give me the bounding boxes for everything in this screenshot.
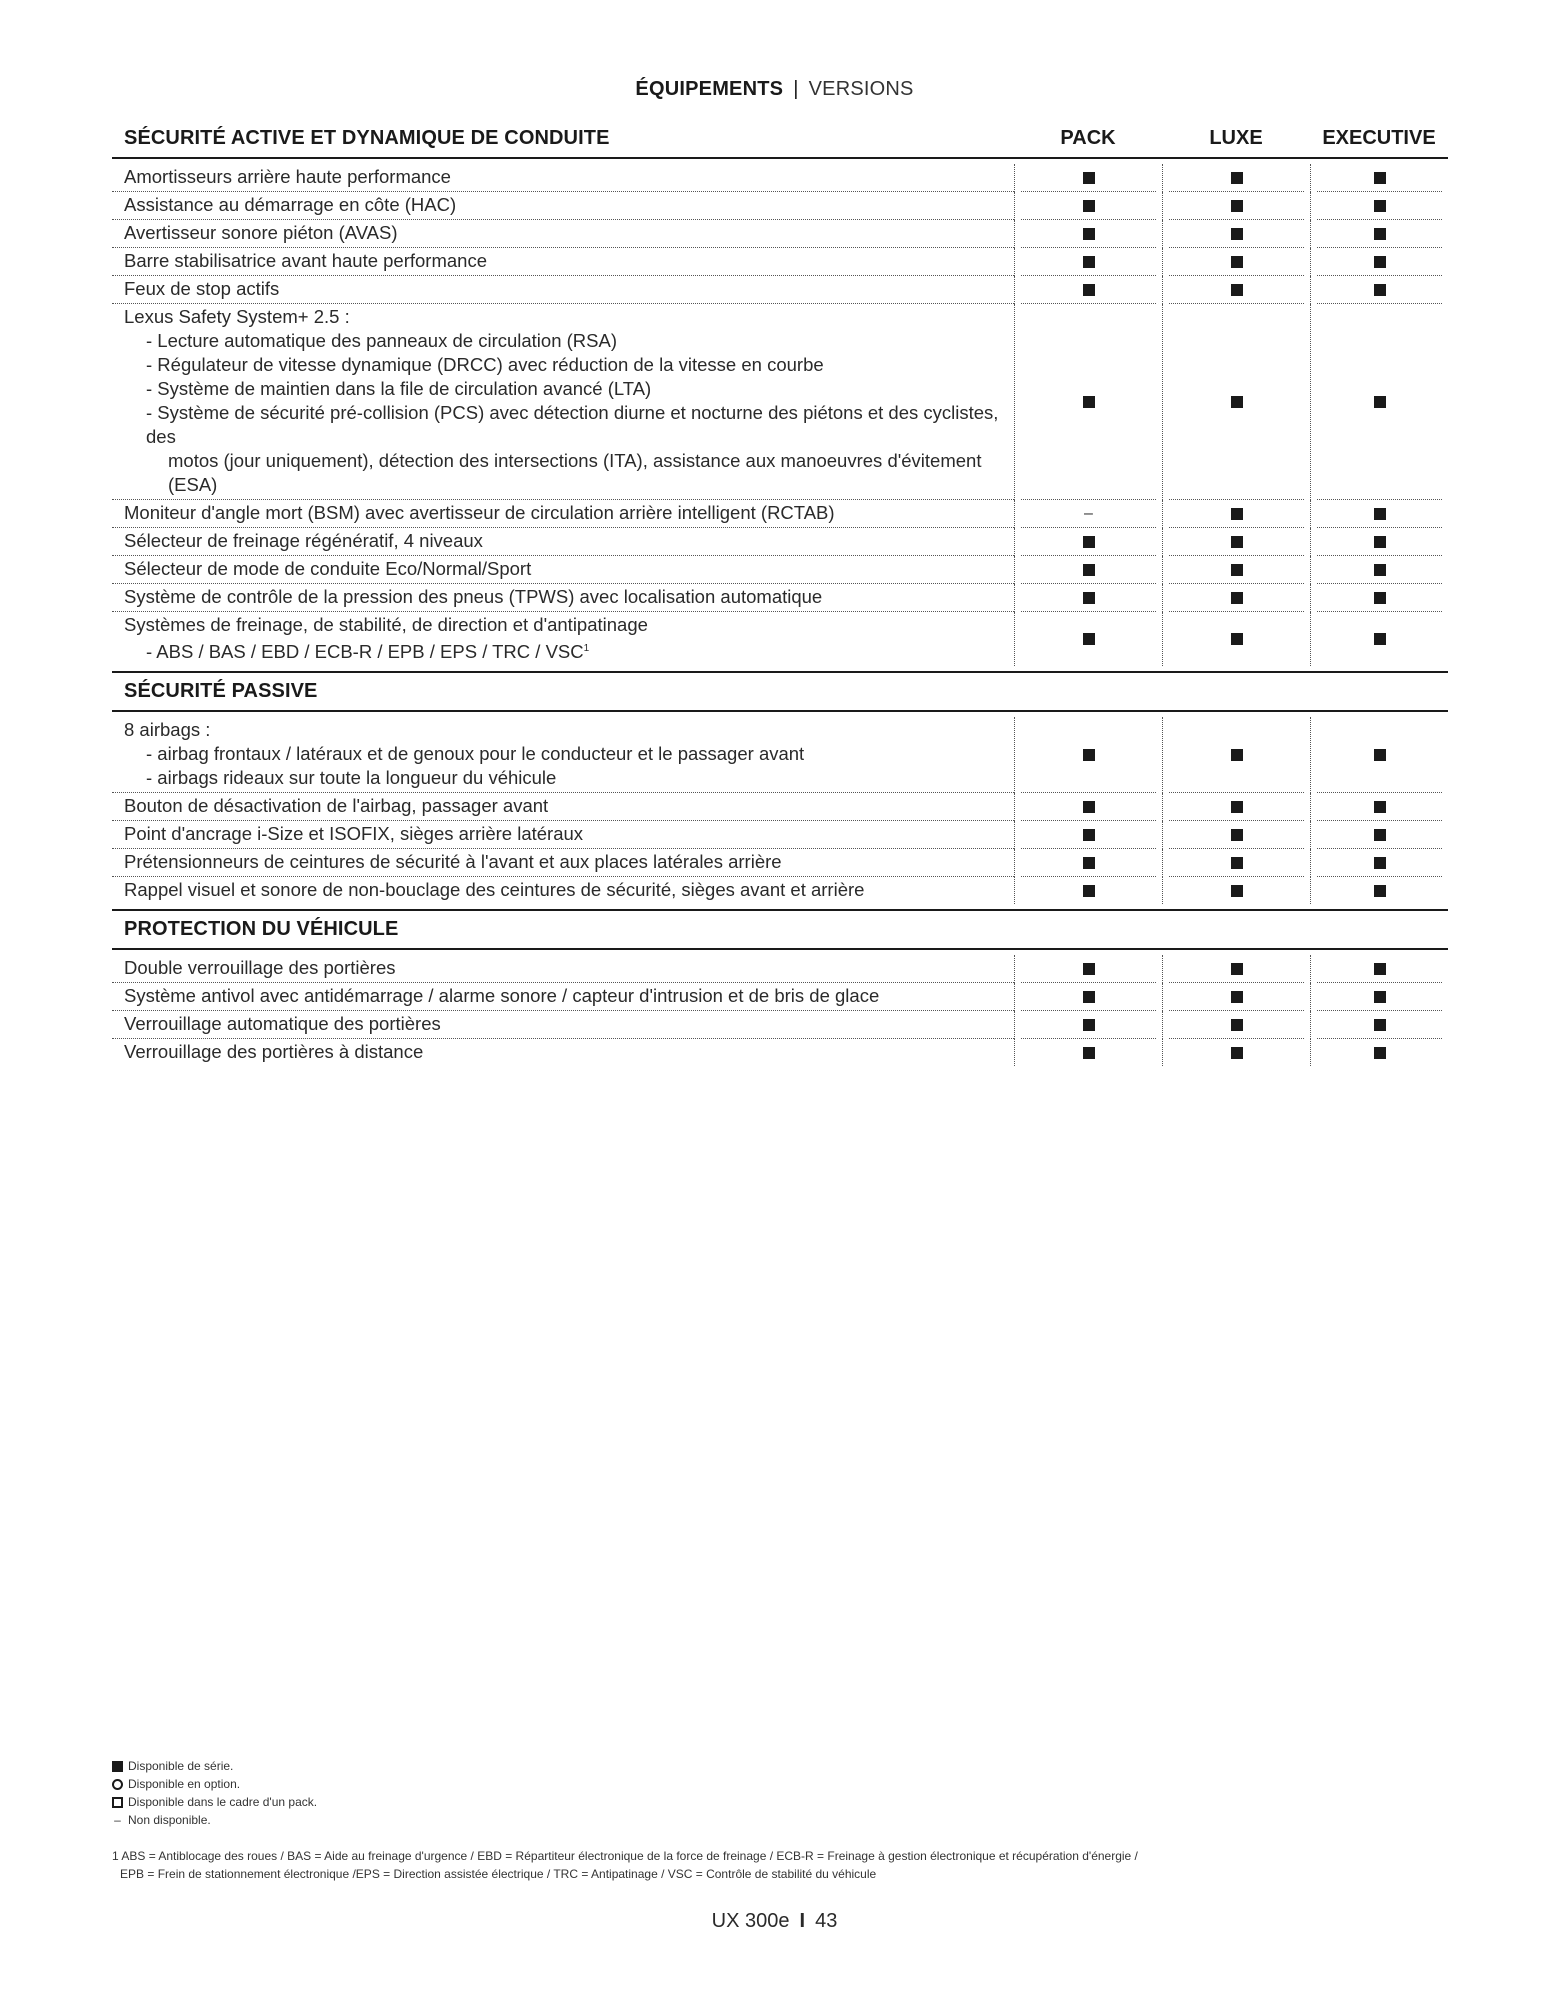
filled-square-icon bbox=[1374, 991, 1386, 1003]
availability-cell-pack bbox=[1014, 304, 1162, 500]
legend-symbol bbox=[112, 1797, 128, 1808]
availability-cell-luxe bbox=[1162, 612, 1310, 666]
filled-square-icon bbox=[1374, 857, 1386, 869]
section-header bbox=[112, 671, 1448, 712]
table-row bbox=[112, 164, 1448, 192]
filled-square-icon bbox=[1231, 749, 1243, 761]
feature-detail: - Système de maintien dans la file de circulation avancé (LTA) bbox=[146, 378, 652, 399]
legend-item bbox=[112, 1757, 317, 1775]
legend-symbol bbox=[112, 1779, 128, 1790]
filled-square-icon bbox=[1231, 508, 1243, 520]
legend-text: Disponible en option. bbox=[128, 1777, 241, 1791]
availability-cell-luxe bbox=[1162, 1011, 1310, 1039]
filled-square-icon bbox=[1231, 829, 1243, 841]
legend bbox=[112, 1757, 317, 1829]
filled-square-icon bbox=[1083, 228, 1095, 240]
feature-name: Bouton de désactivation de l'airbag, passager avant bbox=[124, 795, 549, 817]
filled-square-icon bbox=[1083, 991, 1095, 1003]
table-row bbox=[112, 248, 1448, 276]
section-header bbox=[112, 118, 1448, 159]
table-row bbox=[112, 304, 1448, 500]
availability-cell-luxe bbox=[1162, 1039, 1310, 1066]
feature-name: Amortisseurs arrière haute performance bbox=[124, 166, 451, 187]
page-number: 43 bbox=[815, 1910, 838, 1932]
availability-cell-executive bbox=[1310, 612, 1448, 666]
equipment-table bbox=[112, 118, 1448, 1071]
feature-label bbox=[112, 717, 1014, 793]
filled-square-icon bbox=[1083, 592, 1095, 604]
feature-name: Moniteur d'angle mort (BSM) avec avertisseur de circulation arrière intelligent (RCTAB) bbox=[124, 502, 835, 523]
availability-cell-pack bbox=[1014, 500, 1162, 528]
feature-label bbox=[112, 584, 1014, 612]
filled-square-icon bbox=[1374, 200, 1386, 212]
feature-name: Sélecteur de mode de conduite Eco/Normal/Sport bbox=[124, 558, 532, 579]
section-body bbox=[112, 717, 1448, 909]
availability-cell-executive bbox=[1310, 500, 1448, 528]
filled-square-icon bbox=[1231, 885, 1243, 897]
filled-square-icon bbox=[1231, 536, 1243, 548]
section-title: SÉCURITÉ PASSIVE bbox=[124, 680, 318, 703]
availability-cell-executive bbox=[1310, 584, 1448, 612]
table-row bbox=[112, 821, 1448, 849]
filled-square-icon bbox=[1231, 1047, 1243, 1059]
feature-label bbox=[112, 849, 1014, 877]
filled-square-icon bbox=[1374, 508, 1386, 520]
availability-cell-luxe bbox=[1162, 164, 1310, 192]
availability-cell-pack bbox=[1014, 1039, 1162, 1066]
table-row bbox=[112, 877, 1448, 904]
feature-detail: - airbag frontaux / latéraux et de genoux pour le conducteur et le passager avant bbox=[146, 743, 805, 765]
feature-label bbox=[112, 556, 1014, 584]
availability-cell-pack bbox=[1014, 248, 1162, 276]
filled-square-icon bbox=[1231, 564, 1243, 576]
availability-cell-luxe bbox=[1162, 528, 1310, 556]
availability-cell-executive bbox=[1310, 1011, 1448, 1039]
filled-square-icon bbox=[1374, 256, 1386, 268]
filled-square-icon bbox=[1083, 1019, 1095, 1031]
feature-detail: - ABS / BAS / EBD / ECB-R / EPB / EPS / TRC / VSC bbox=[146, 641, 584, 663]
top-nav bbox=[0, 78, 1549, 101]
feature-label bbox=[112, 192, 1014, 220]
filled-square-icon bbox=[1374, 396, 1386, 408]
column-header-luxe: LUXE bbox=[1209, 127, 1263, 149]
table-row bbox=[112, 556, 1448, 584]
legend-text: Disponible dans le cadre d'un pack. bbox=[128, 1795, 318, 1809]
filled-square-icon bbox=[1083, 536, 1095, 548]
filled-square-icon bbox=[1083, 1047, 1095, 1059]
table-row bbox=[112, 1039, 1448, 1066]
availability-cell-executive bbox=[1310, 276, 1448, 304]
legend-symbol bbox=[112, 1811, 128, 1829]
filled-square-icon bbox=[1374, 564, 1386, 576]
open-square-icon bbox=[112, 1797, 123, 1808]
feature-name: Assistance au démarrage en côte (HAC) bbox=[124, 194, 457, 215]
availability-cell-executive bbox=[1310, 1039, 1448, 1066]
filled-square-icon bbox=[1083, 749, 1095, 761]
feature-label bbox=[112, 955, 1014, 983]
filled-square-icon bbox=[1083, 172, 1095, 184]
footnote-line-2: EPB = Frein de stationnement électronique /EPS = Direction assistée électrique / TRC = Antipatinage / VSC = Contrôle de stabilité du véhicule bbox=[120, 1867, 877, 1881]
feature-label bbox=[112, 276, 1014, 304]
availability-cell-executive bbox=[1310, 304, 1448, 500]
filled-square-icon bbox=[112, 1761, 123, 1772]
feature-detail: - airbags rideaux sur toute la longueur du véhicule bbox=[146, 767, 557, 789]
filled-square-icon bbox=[1231, 256, 1243, 268]
filled-square-icon bbox=[1374, 228, 1386, 240]
availability-cell-luxe bbox=[1162, 877, 1310, 904]
legend-item bbox=[112, 1793, 317, 1811]
availability-cell-executive bbox=[1310, 164, 1448, 192]
filled-square-icon bbox=[1374, 829, 1386, 841]
table-row bbox=[112, 276, 1448, 304]
feature-name: Sélecteur de freinage régénératif, 4 niveaux bbox=[124, 530, 483, 551]
legend-item bbox=[112, 1775, 317, 1793]
table-row bbox=[112, 1011, 1448, 1039]
feature-label bbox=[112, 248, 1014, 276]
availability-cell-executive bbox=[1310, 248, 1448, 276]
filled-square-icon bbox=[1083, 963, 1095, 975]
availability-cell-pack bbox=[1014, 717, 1162, 793]
filled-square-icon bbox=[1231, 1019, 1243, 1031]
filled-square-icon bbox=[1231, 963, 1243, 975]
page-footer bbox=[0, 1910, 1549, 1933]
availability-cell-pack bbox=[1014, 612, 1162, 666]
open-circle-icon bbox=[112, 1779, 123, 1790]
availability-cell-luxe bbox=[1162, 584, 1310, 612]
feature-label bbox=[112, 164, 1014, 192]
filled-square-icon bbox=[1083, 284, 1095, 296]
filled-square-icon bbox=[1374, 1047, 1386, 1059]
availability-cell-luxe bbox=[1162, 955, 1310, 983]
filled-square-icon bbox=[1374, 172, 1386, 184]
filled-square-icon bbox=[1374, 1019, 1386, 1031]
feature-name: Avertisseur sonore piéton (AVAS) bbox=[124, 222, 398, 243]
filled-square-icon bbox=[1231, 396, 1243, 408]
footnote-line-1: 1 ABS = Antiblocage des roues / BAS = Aide au freinage d'urgence / EBD = Répartiteur électronique de la force de freinage / ECB-R = Freinage à gestion électronique et récupération d'énergie / bbox=[112, 1849, 1138, 1863]
feature-label bbox=[112, 500, 1014, 528]
feature-name: Prétensionneurs de ceintures de sécurité à l'avant et aux places latérales arrière bbox=[124, 851, 782, 873]
nav-equipements[interactable]: ÉQUIPEMENTS bbox=[635, 78, 784, 100]
table-row bbox=[112, 955, 1448, 983]
availability-cell-pack bbox=[1014, 793, 1162, 821]
filled-square-icon bbox=[1083, 256, 1095, 268]
feature-name: Système de contrôle de la pression des pneus (TPWS) avec localisation automatique bbox=[124, 586, 823, 607]
feature-label bbox=[112, 612, 1014, 666]
availability-cell-pack bbox=[1014, 955, 1162, 983]
feature-name: Système antivol avec antidémarrage / alarme sonore / capteur d'intrusion et de bris de glace bbox=[124, 985, 880, 1007]
availability-cell-pack bbox=[1014, 584, 1162, 612]
availability-cell-pack bbox=[1014, 276, 1162, 304]
table-row bbox=[112, 612, 1448, 666]
availability-cell-executive bbox=[1310, 821, 1448, 849]
availability-cell-luxe bbox=[1162, 500, 1310, 528]
filled-square-icon bbox=[1231, 801, 1243, 813]
availability-cell-pack bbox=[1014, 1011, 1162, 1039]
feature-name: Lexus Safety System+ 2.5 : bbox=[124, 306, 350, 327]
table-row bbox=[112, 849, 1448, 877]
section-title: SÉCURITÉ ACTIVE ET DYNAMIQUE DE CONDUITE bbox=[124, 127, 610, 149]
footer-separator: I bbox=[799, 1910, 806, 1932]
feature-name: Systèmes de freinage, de stabilité, de direction et d'antipatinage bbox=[124, 614, 648, 635]
availability-cell-luxe bbox=[1162, 192, 1310, 220]
column-header-pack: PACK bbox=[1060, 127, 1116, 149]
availability-cell-executive bbox=[1310, 556, 1448, 584]
availability-cell-executive bbox=[1310, 717, 1448, 793]
availability-cell-executive bbox=[1310, 528, 1448, 556]
feature-name: Verrouillage automatique des portières bbox=[124, 1013, 441, 1035]
filled-square-icon bbox=[1231, 991, 1243, 1003]
footnote-ref: 1 bbox=[583, 643, 590, 654]
feature-detail-wrap bbox=[124, 637, 1014, 664]
feature-name: Feux de stop actifs bbox=[124, 278, 280, 299]
feature-name: Barre stabilisatrice avant haute performance bbox=[124, 250, 487, 271]
availability-cell-pack bbox=[1014, 164, 1162, 192]
feature-label bbox=[112, 793, 1014, 821]
filled-square-icon bbox=[1231, 172, 1243, 184]
feature-name: 8 airbags : bbox=[124, 719, 211, 741]
table-row bbox=[112, 192, 1448, 220]
availability-cell-luxe bbox=[1162, 220, 1310, 248]
filled-square-icon bbox=[1374, 749, 1386, 761]
feature-name: Point d'ancrage i-Size et ISOFIX, sièges arrière latéraux bbox=[124, 823, 584, 845]
feature-name: Rappel visuel et sonore de non-bouclage des ceintures de sécurité, sièges avant et arrière bbox=[124, 879, 865, 901]
footer-model: UX 300e bbox=[711, 1910, 790, 1932]
table-row bbox=[112, 983, 1448, 1011]
legend-symbol bbox=[112, 1761, 128, 1772]
filled-square-icon bbox=[1083, 801, 1095, 813]
availability-cell-pack bbox=[1014, 877, 1162, 904]
section-title: PROTECTION DU VÉHICULE bbox=[124, 918, 399, 941]
nav-separator: | bbox=[793, 78, 799, 100]
filled-square-icon bbox=[1083, 200, 1095, 212]
availability-cell-luxe bbox=[1162, 304, 1310, 500]
feature-name: Double verrouillage des portières bbox=[124, 957, 396, 979]
nav-versions[interactable]: VERSIONS bbox=[808, 78, 914, 100]
feature-label bbox=[112, 1039, 1014, 1066]
filled-square-icon bbox=[1083, 396, 1095, 408]
feature-label bbox=[112, 983, 1014, 1011]
table-row bbox=[112, 717, 1448, 793]
table-row bbox=[112, 793, 1448, 821]
feature-label bbox=[112, 528, 1014, 556]
feature-detail: - Système de sécurité pré-collision (PCS) avec détection diurne et nocturne des piétons et des cyclistes, des bbox=[146, 402, 999, 447]
filled-square-icon bbox=[1374, 801, 1386, 813]
filled-square-icon bbox=[1231, 592, 1243, 604]
feature-label bbox=[112, 304, 1014, 500]
filled-square-icon bbox=[1083, 633, 1095, 645]
filled-square-icon bbox=[1374, 592, 1386, 604]
table-row bbox=[112, 584, 1448, 612]
availability-cell-pack bbox=[1014, 983, 1162, 1011]
availability-cell-pack bbox=[1014, 528, 1162, 556]
availability-cell-luxe bbox=[1162, 849, 1310, 877]
filled-square-icon bbox=[1374, 536, 1386, 548]
filled-square-icon bbox=[1231, 857, 1243, 869]
filled-square-icon bbox=[1083, 829, 1095, 841]
availability-cell-executive bbox=[1310, 192, 1448, 220]
availability-cell-pack bbox=[1014, 849, 1162, 877]
feature-name: Verrouillage des portières à distance bbox=[124, 1041, 424, 1063]
column-header-executive: EXECUTIVE bbox=[1322, 127, 1436, 149]
availability-cell-executive bbox=[1310, 877, 1448, 904]
filled-square-icon bbox=[1231, 228, 1243, 240]
availability-cell-pack bbox=[1014, 220, 1162, 248]
availability-cell-executive bbox=[1310, 793, 1448, 821]
availability-cell-luxe bbox=[1162, 983, 1310, 1011]
feature-detail: - Lecture automatique des panneaux de circulation (RSA) bbox=[146, 330, 617, 351]
filled-square-icon bbox=[1374, 284, 1386, 296]
filled-square-icon bbox=[1374, 885, 1386, 897]
availability-cell-luxe bbox=[1162, 821, 1310, 849]
table-row bbox=[112, 500, 1448, 528]
dash-icon: – bbox=[1084, 505, 1093, 522]
filled-square-icon bbox=[1231, 284, 1243, 296]
feature-label bbox=[112, 1011, 1014, 1039]
availability-cell-luxe bbox=[1162, 556, 1310, 584]
filled-square-icon bbox=[1374, 633, 1386, 645]
availability-cell-luxe bbox=[1162, 717, 1310, 793]
feature-detail: - Régulateur de vitesse dynamique (DRCC) avec réduction de la vitesse en courbe bbox=[146, 354, 824, 375]
footnote bbox=[112, 1847, 1312, 1883]
section-body bbox=[112, 164, 1448, 671]
table-row bbox=[112, 220, 1448, 248]
availability-cell-pack bbox=[1014, 821, 1162, 849]
availability-cell-pack bbox=[1014, 556, 1162, 584]
availability-cell-pack bbox=[1014, 192, 1162, 220]
availability-cell-executive bbox=[1310, 220, 1448, 248]
filled-square-icon bbox=[1083, 564, 1095, 576]
legend-text: Disponible de série. bbox=[128, 1759, 234, 1773]
filled-square-icon bbox=[1083, 885, 1095, 897]
feature-label bbox=[112, 220, 1014, 248]
section-body bbox=[112, 955, 1448, 1071]
availability-cell-luxe bbox=[1162, 793, 1310, 821]
filled-square-icon bbox=[1374, 963, 1386, 975]
availability-cell-executive bbox=[1310, 955, 1448, 983]
feature-label bbox=[112, 877, 1014, 904]
availability-cell-executive bbox=[1310, 983, 1448, 1011]
legend-item bbox=[112, 1811, 317, 1829]
legend-text: Non disponible. bbox=[128, 1813, 211, 1827]
availability-cell-luxe bbox=[1162, 276, 1310, 304]
filled-square-icon bbox=[1231, 633, 1243, 645]
section-header bbox=[112, 909, 1448, 950]
feature-label bbox=[112, 821, 1014, 849]
filled-square-icon bbox=[1231, 200, 1243, 212]
table-row bbox=[112, 528, 1448, 556]
availability-cell-executive bbox=[1310, 849, 1448, 877]
filled-square-icon bbox=[1083, 857, 1095, 869]
feature-detail: motos (jour uniquement), détection des intersections (ITA), assistance aux manoeuvres d'évitement (ESA) bbox=[168, 450, 982, 495]
availability-cell-luxe bbox=[1162, 248, 1310, 276]
dash-icon: – bbox=[114, 1813, 121, 1827]
